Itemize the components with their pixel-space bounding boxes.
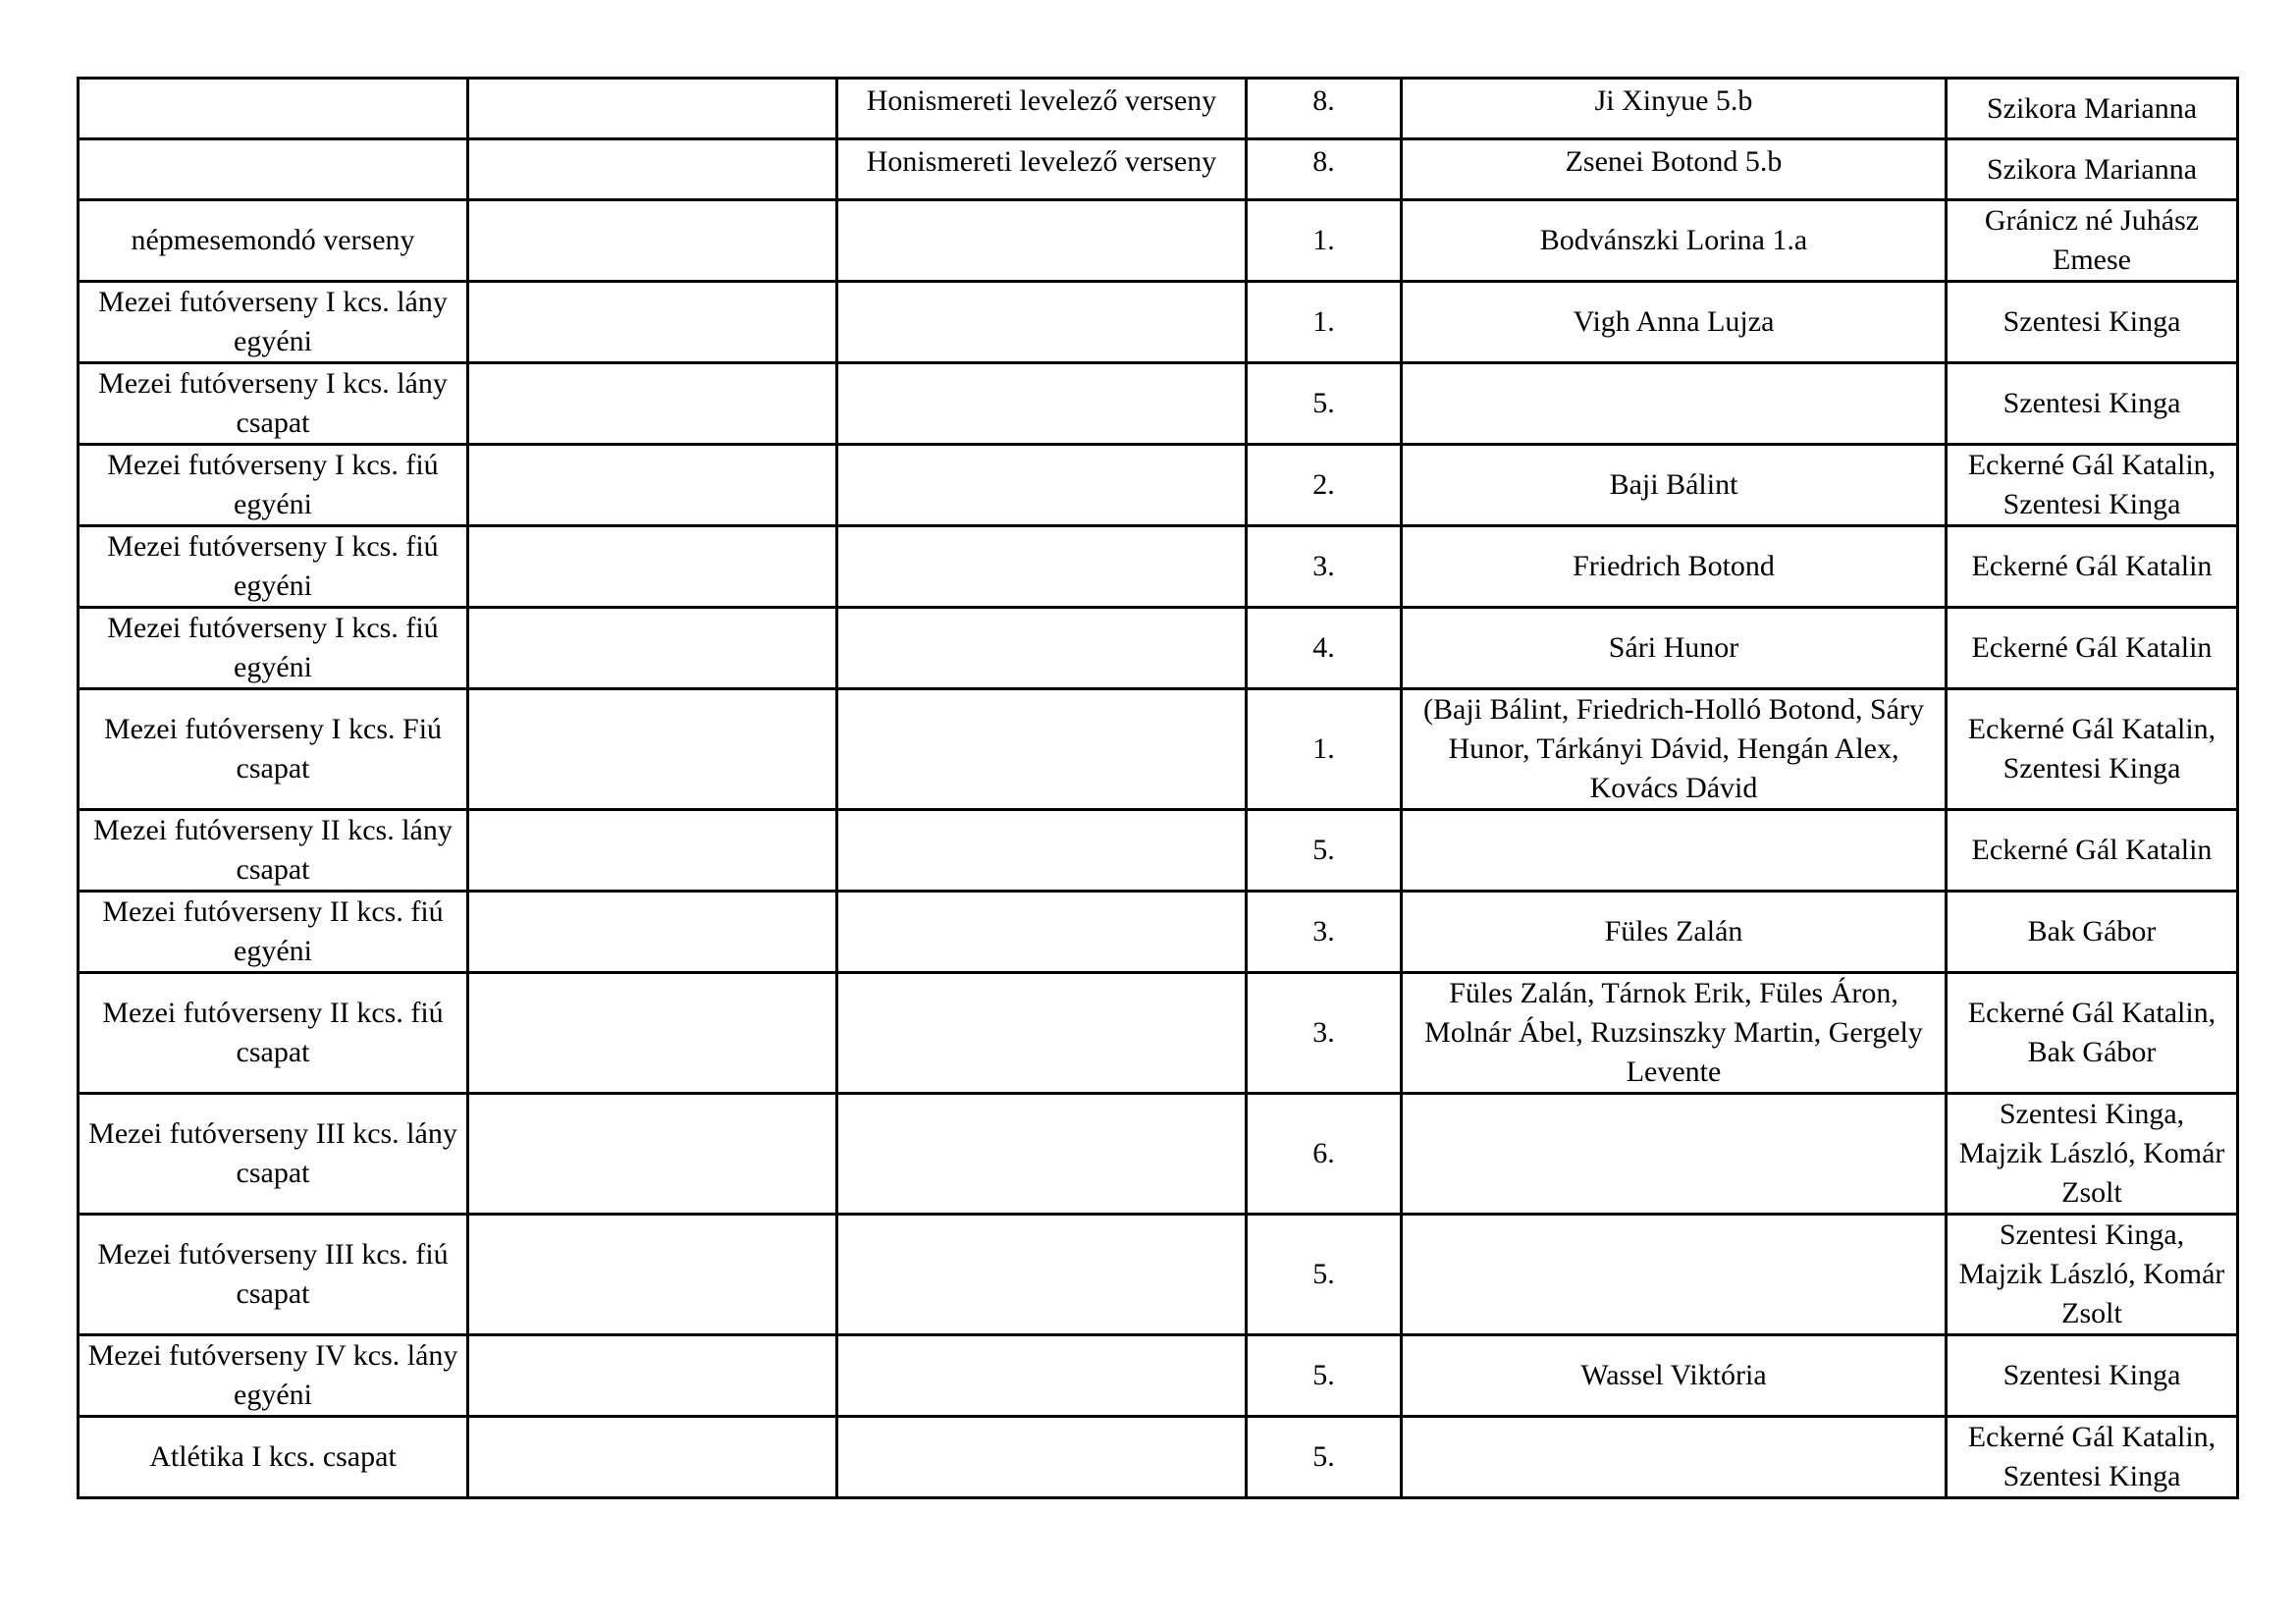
- event-cell: Mezei futóverseny II kcs. lány csapat: [79, 810, 468, 892]
- table-row: [79, 445, 2238, 526]
- table-row: [79, 1215, 2238, 1335]
- participants-cell: Sári Hunor: [1402, 608, 1947, 689]
- event-cell: [79, 139, 468, 200]
- teacher-cell: Szentesi Kinga: [1947, 282, 2238, 363]
- place-cell: 1.: [1247, 689, 1402, 810]
- empty-cell: [468, 282, 837, 363]
- competition-cell: [837, 1335, 1247, 1417]
- event-cell: Atlétika I kcs. csapat: [79, 1417, 468, 1498]
- participants-cell: Ji Xinyue 5.b: [1402, 79, 1947, 139]
- participants-cell: Füles Zalán, Tárnok Erik, Füles Áron, Molnár Ábel, Ruzsinszky Martin, Gergely Levente: [1402, 973, 1947, 1094]
- event-cell: Mezei futóverseny IV kcs. lány egyéni: [79, 1335, 468, 1417]
- table-row: [79, 1417, 2238, 1498]
- empty-cell: [468, 1094, 837, 1215]
- table-row: [79, 1335, 2238, 1417]
- competition-cell: [837, 892, 1247, 973]
- event-cell: [79, 79, 468, 139]
- event-cell: Mezei futóverseny III kcs. fiú csapat: [79, 1215, 468, 1335]
- event-cell: Mezei futóverseny I kcs. lány csapat: [79, 363, 468, 445]
- competition-cell: Honismereti levelező verseny: [837, 79, 1247, 139]
- table-row: [79, 608, 2238, 689]
- place-cell: 5.: [1247, 1215, 1402, 1335]
- table-row: [79, 363, 2238, 445]
- empty-cell: [468, 608, 837, 689]
- participants-cell: [1402, 810, 1947, 892]
- competition-cell: Honismereti levelező verseny: [837, 139, 1247, 200]
- table-row: [79, 810, 2238, 892]
- participants-cell: Vigh Anna Lujza: [1402, 282, 1947, 363]
- event-cell: Mezei futóverseny I kcs. fiú egyéni: [79, 445, 468, 526]
- competition-cell: [837, 973, 1247, 1094]
- teacher-cell: Eckerné Gál Katalin: [1947, 526, 2238, 608]
- teacher-cell: Gránicz né Juhász Emese: [1947, 200, 2238, 282]
- competition-cell: [837, 608, 1247, 689]
- table-row: [79, 526, 2238, 608]
- teacher-cell: Szentesi Kinga: [1947, 363, 2238, 445]
- empty-cell: [468, 689, 837, 810]
- teacher-cell: Eckerné Gál Katalin: [1947, 810, 2238, 892]
- table-row: [79, 1094, 2238, 1215]
- table-row: [79, 79, 2238, 139]
- teacher-cell: Eckerné Gál Katalin, Szentesi Kinga: [1947, 1417, 2238, 1498]
- competition-cell: [837, 1215, 1247, 1335]
- place-cell: 4.: [1247, 608, 1402, 689]
- place-cell: 3.: [1247, 892, 1402, 973]
- participants-cell: [1402, 1094, 1947, 1215]
- empty-cell: [468, 139, 837, 200]
- participants-cell: [1402, 1417, 1947, 1498]
- teacher-cell: Eckerné Gál Katalin, Bak Gábor: [1947, 973, 2238, 1094]
- participants-cell: [1402, 1215, 1947, 1335]
- place-cell: 8.: [1247, 79, 1402, 139]
- teacher-cell: Szikora Marianna: [1947, 79, 2238, 139]
- teacher-cell: Szikora Marianna: [1947, 139, 2238, 200]
- teacher-cell: Szentesi Kinga: [1947, 1335, 2238, 1417]
- teacher-cell: Bak Gábor: [1947, 892, 2238, 973]
- place-cell: 1.: [1247, 200, 1402, 282]
- participants-cell: [1402, 363, 1947, 445]
- event-cell: Mezei futóverseny I kcs. fiú egyéni: [79, 608, 468, 689]
- participants-cell: Füles Zalán: [1402, 892, 1947, 973]
- place-cell: 2.: [1247, 445, 1402, 526]
- participants-cell: (Baji Bálint, Friedrich-Holló Botond, Sáry Hunor, Tárkányi Dávid, Hengán Alex, Kovács Dávid: [1402, 689, 1947, 810]
- place-cell: 6.: [1247, 1094, 1402, 1215]
- empty-cell: [468, 810, 837, 892]
- participants-cell: Baji Bálint: [1402, 445, 1947, 526]
- place-cell: 5.: [1247, 1335, 1402, 1417]
- teacher-cell: Eckerné Gál Katalin: [1947, 608, 2238, 689]
- empty-cell: [468, 363, 837, 445]
- empty-cell: [468, 973, 837, 1094]
- competition-cell: [837, 1094, 1247, 1215]
- empty-cell: [468, 892, 837, 973]
- table-row: [79, 282, 2238, 363]
- empty-cell: [468, 445, 837, 526]
- competition-cell: [837, 810, 1247, 892]
- table-row: [79, 139, 2238, 200]
- event-cell: Mezei futóverseny III kcs. lány csapat: [79, 1094, 468, 1215]
- place-cell: 8.: [1247, 139, 1402, 200]
- participants-cell: Bodvánszki Lorina 1.a: [1402, 200, 1947, 282]
- event-cell: népmesemondó verseny: [79, 200, 468, 282]
- table-row: [79, 973, 2238, 1094]
- table-row: [79, 892, 2238, 973]
- results-table: [77, 77, 2239, 1499]
- event-cell: Mezei futóverseny I kcs. Fiú csapat: [79, 689, 468, 810]
- teacher-cell: Eckerné Gál Katalin, Szentesi Kinga: [1947, 445, 2238, 526]
- table-row: [79, 200, 2238, 282]
- place-cell: 3.: [1247, 973, 1402, 1094]
- competition-cell: [837, 445, 1247, 526]
- empty-cell: [468, 1417, 837, 1498]
- empty-cell: [468, 200, 837, 282]
- event-cell: Mezei futóverseny II kcs. fiú egyéni: [79, 892, 468, 973]
- competition-cell: [837, 1417, 1247, 1498]
- teacher-cell: Szentesi Kinga, Majzik László, Komár Zsolt: [1947, 1215, 2238, 1335]
- participants-cell: Friedrich Botond: [1402, 526, 1947, 608]
- competition-cell: [837, 282, 1247, 363]
- place-cell: 5.: [1247, 363, 1402, 445]
- place-cell: 1.: [1247, 282, 1402, 363]
- place-cell: 3.: [1247, 526, 1402, 608]
- competition-cell: [837, 689, 1247, 810]
- event-cell: Mezei futóverseny II kcs. fiú csapat: [79, 973, 468, 1094]
- competition-cell: [837, 363, 1247, 445]
- place-cell: 5.: [1247, 1417, 1402, 1498]
- competition-cell: [837, 526, 1247, 608]
- empty-cell: [468, 1215, 837, 1335]
- event-cell: Mezei futóverseny I kcs. lány egyéni: [79, 282, 468, 363]
- place-cell: 5.: [1247, 810, 1402, 892]
- competition-cell: [837, 200, 1247, 282]
- table-row: [79, 689, 2238, 810]
- teacher-cell: Eckerné Gál Katalin, Szentesi Kinga: [1947, 689, 2238, 810]
- teacher-cell: Szentesi Kinga, Majzik László, Komár Zsolt: [1947, 1094, 2238, 1215]
- participants-cell: Wassel Viktória: [1402, 1335, 1947, 1417]
- empty-cell: [468, 1335, 837, 1417]
- empty-cell: [468, 79, 837, 139]
- event-cell: Mezei futóverseny I kcs. fiú egyéni: [79, 526, 468, 608]
- empty-cell: [468, 526, 837, 608]
- participants-cell: Zsenei Botond 5.b: [1402, 139, 1947, 200]
